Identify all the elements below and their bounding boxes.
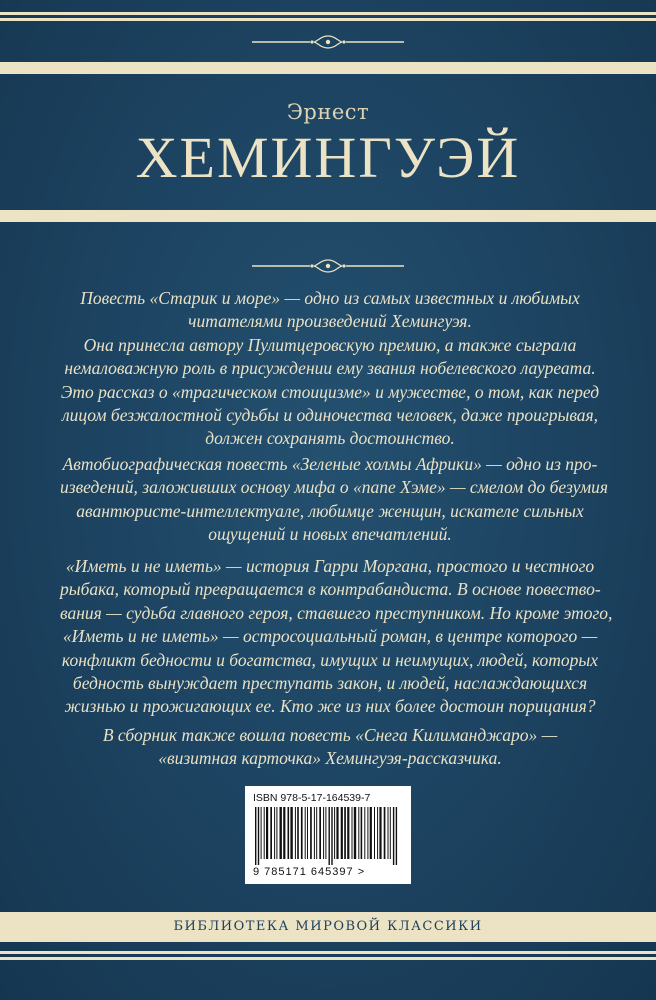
description-line: авантюристе-интеллектуале, любимце женщин, искателе сильных [76,500,584,521]
barcode-box [245,786,411,884]
description-line: ощущений и новых впечатлений. [208,524,452,545]
description-line: Автобиографическая повесть «Зеленые холмы Африки» — одно из про- [62,454,598,474]
description-paragraph-3 [60,555,613,719]
bottom-border-line-2 [0,957,656,960]
ornament-divider-icon [248,34,408,50]
top-border-line-1 [0,12,656,15]
description-line: должен сохранять достоинство. [205,428,455,449]
isbn-label: ISBN 978-5-17-164539-7 [253,792,371,804]
description-line: Это рассказ о «трагическом стоицизме» и мужестве, о том, как перед [60,381,600,402]
series-title: БИБЛИОТЕКА МИРОВОЙ КЛАССИКИ [0,912,656,942]
header-band-bottom [0,210,656,222]
description-line: немаловажную роль в присуждении ему звания нобелевского лауреата. [64,358,596,379]
description-line: лицом безжалостной судьбы и одиночества человек, даже проигрывая, [61,405,599,426]
description-line: В сборник также вошла повесть «Снега Килиманджаро» — [102,725,558,745]
author-last-name: ХЕМИНГУЭЙ [135,125,521,190]
description-line: Повесть «Старик и море» — одно из самых известных и любимых [80,288,580,308]
barcode-icon [253,807,403,865]
description-line: бедность вынуждает преступать закон, и людей, наслаждающихся [72,673,588,694]
description-line: конфликт бедности и богатства, имущих и неимущих, людей, которых [61,649,599,670]
description-line: «Иметь и не иметь» — остросоциальный роман, в центре которого — [62,626,598,647]
description-line: рыбака, который превращается в контрабандиста. В основе повество- [60,579,601,600]
top-border-line-2 [0,18,656,21]
barcode-digits: 9 785171 645397 > [253,866,366,878]
bottom-border-line-1 [0,951,656,954]
description-line: читателями произведений Хемингуэя. [188,311,472,332]
description-line: изведений, заложивших основу мифа о «папе Хэме» — смелом до безумия [60,477,609,498]
description-line: жизнью и прожигающих ее. Кто же из них более достоин порицания? [64,696,596,717]
description-line: «Иметь и не иметь» — история Гарри Моргана, простого и честного [65,556,595,576]
description-line: «визитная карточка» Хемингуэя-рассказчика. [158,748,502,769]
description-line: Она принесла автору Пулитцеровскую премию, а также сыграла [83,334,577,355]
ornament-divider-icon [248,258,408,274]
description-paragraph-1 [60,287,600,451]
header-band-top [0,62,656,74]
author-first-name: Эрнест [286,100,370,124]
description-paragraph-2 [60,453,609,547]
description-paragraph-4 [60,724,600,771]
description-line: вания — судьба главного героя, ставшего преступником. Но кроме этого, [60,602,613,623]
